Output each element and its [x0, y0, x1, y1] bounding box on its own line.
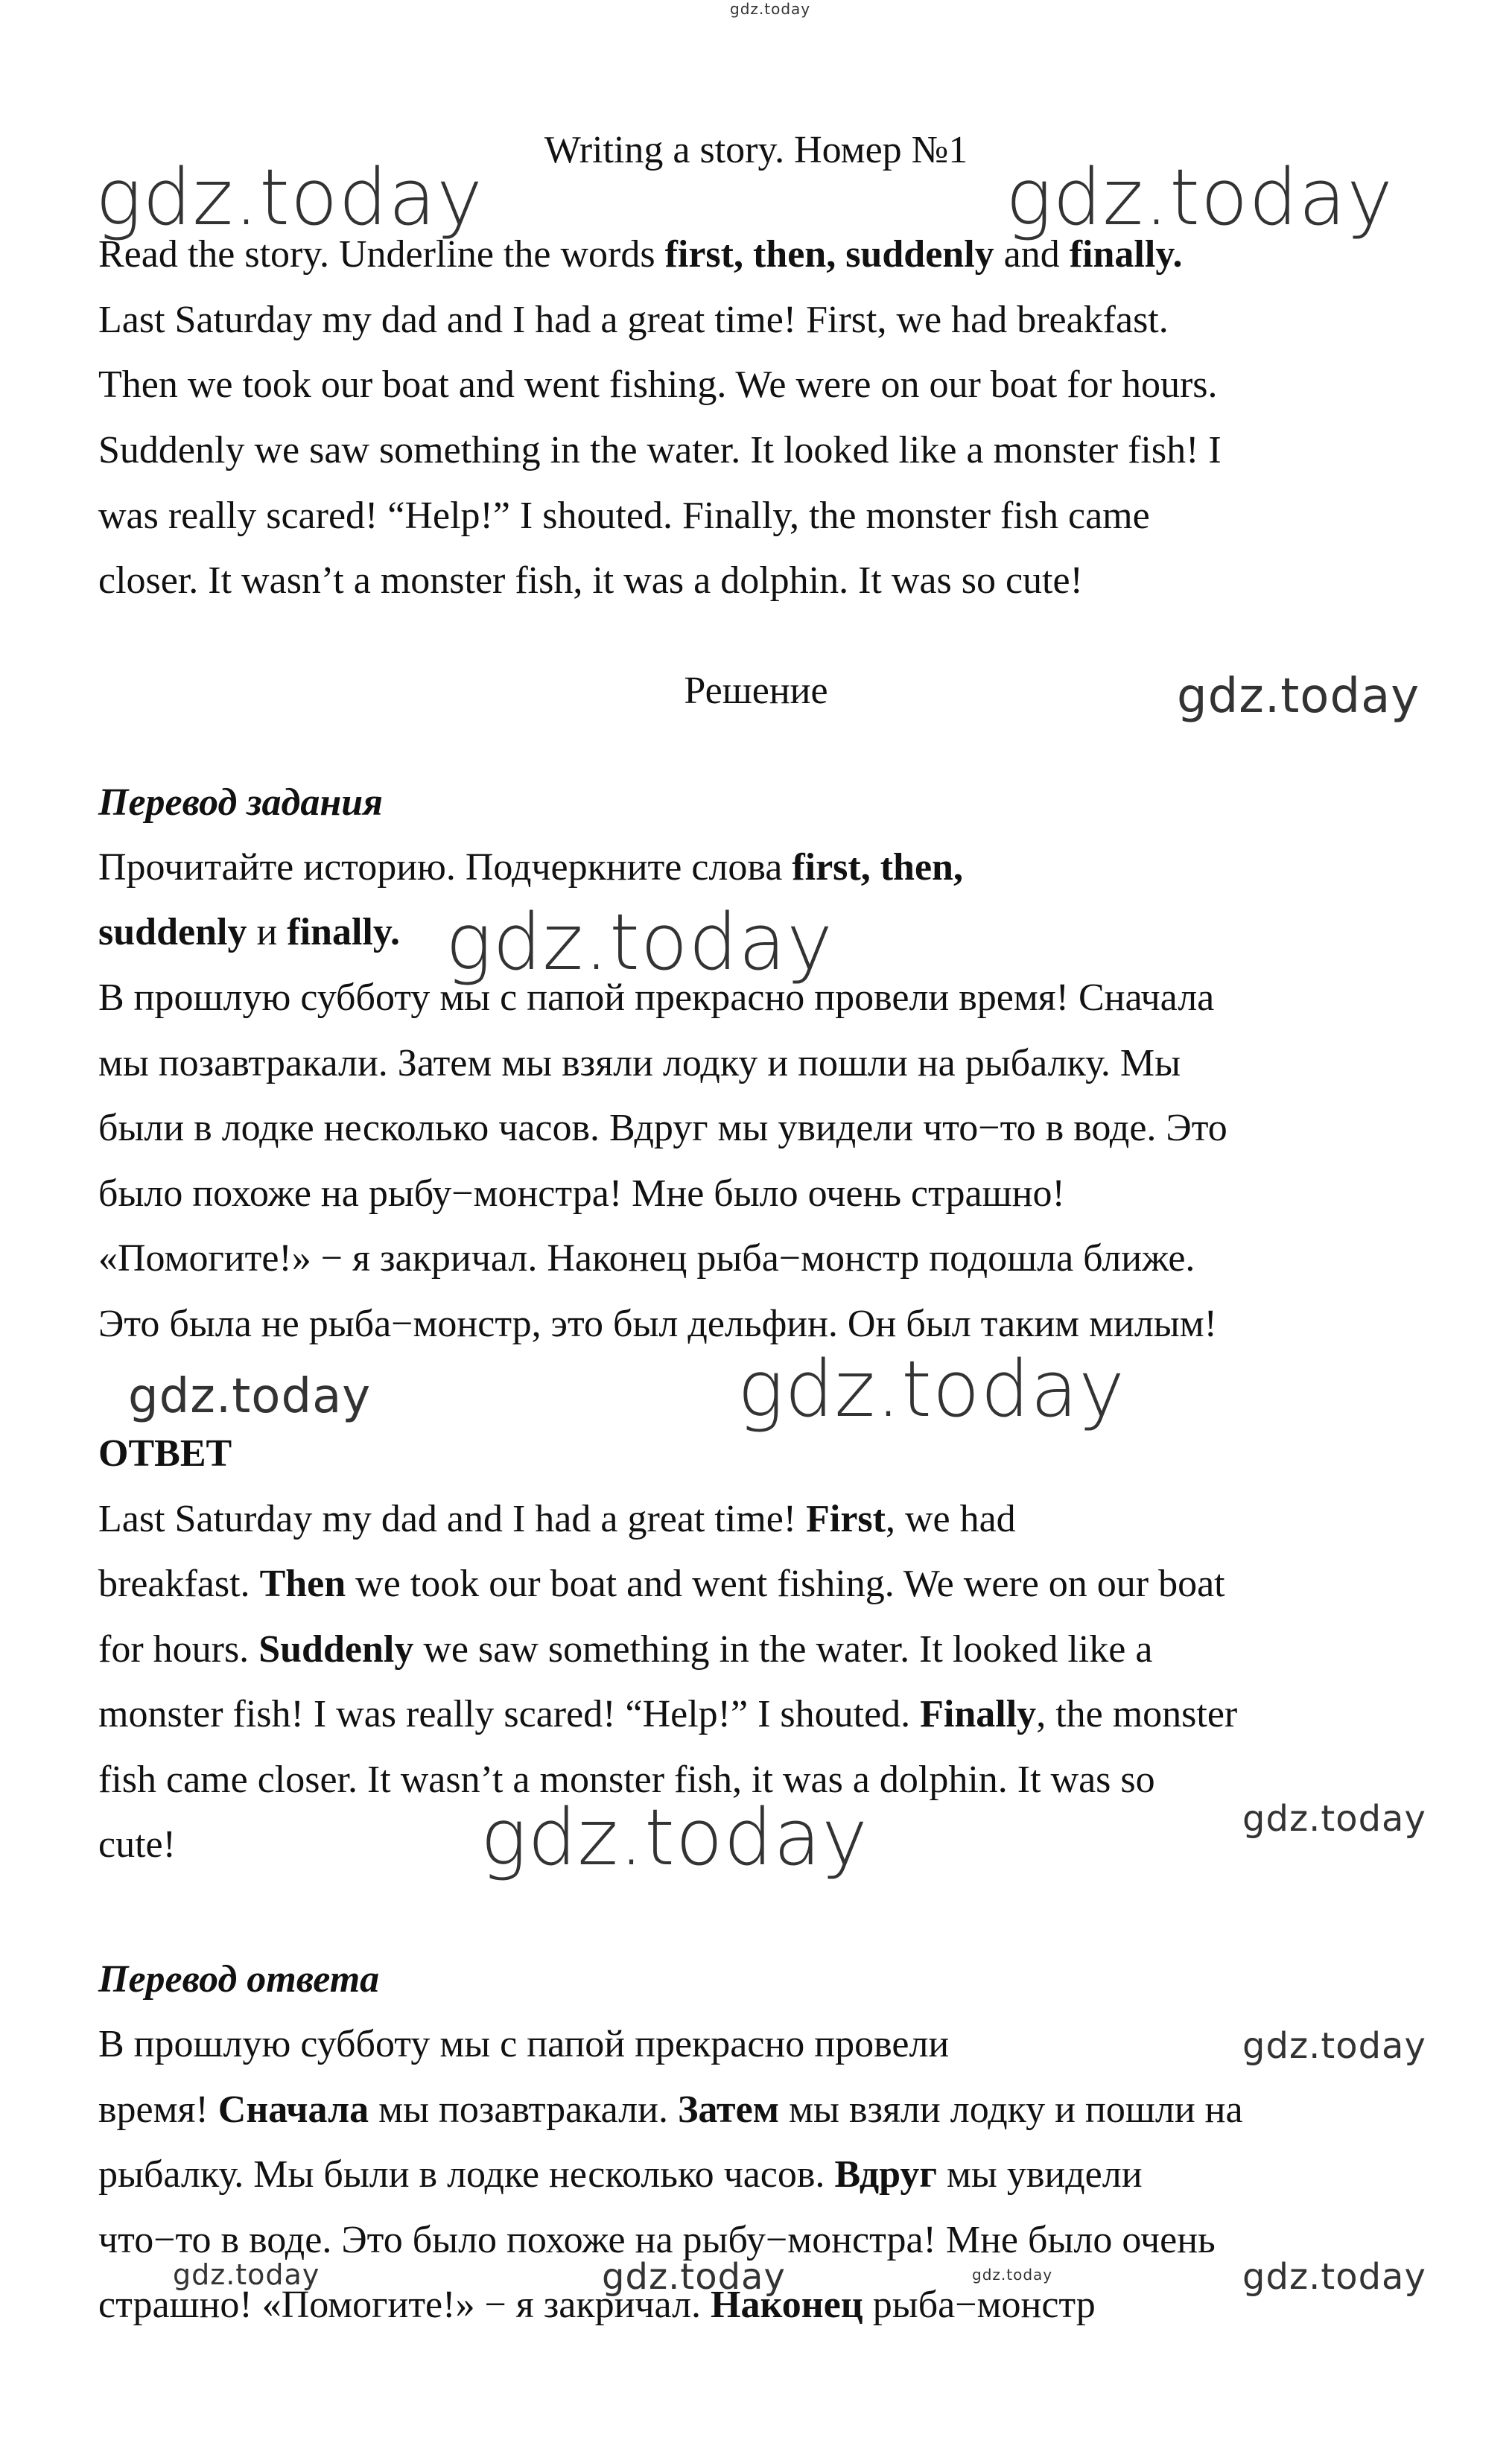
translation-task-line	[98, 976, 1214, 1020]
bold-text-run: Suddenly	[258, 1628, 414, 1671]
text-run: Then we took our boat and went fishing. We were on our boat for hours.	[98, 363, 1218, 406]
text-run: время!	[98, 2088, 218, 2131]
answer-line	[98, 1627, 1152, 1672]
answer-line	[98, 1562, 1225, 1607]
translation-answer-line	[98, 2283, 1096, 2328]
task-line	[98, 559, 1083, 603]
translation-task-line	[98, 1041, 1181, 1086]
bold-text-run: Затем	[677, 2088, 780, 2131]
page-title: Writing a story. Номер №1	[544, 129, 968, 171]
text-run: closer. It wasn’t a monster fish, it was a dolphin. It was so cute!	[98, 559, 1083, 602]
text-run: for hours.	[98, 1628, 259, 1671]
watermark: gdz.today	[1006, 152, 1394, 243]
bold-text-run: Вдруг	[834, 2153, 937, 2196]
text-run: мы взяли лодку и пошли на	[779, 2088, 1243, 2131]
text-run: , the monster	[1036, 1693, 1238, 1735]
watermark: gdz.today	[737, 1344, 1125, 1435]
bold-text-run: first, then, suddenly	[664, 233, 994, 276]
watermark: gdz.today	[1242, 1798, 1426, 1840]
watermark: gdz.today	[1177, 669, 1420, 724]
text-run: Last Saturday my dad and I had a great time!	[98, 1498, 807, 1540]
text-run: рыбалку. Мы были в лодке несколько часов.	[98, 2153, 835, 2196]
text-run: , we had	[885, 1498, 1016, 1540]
text-run: we saw something in the water. It looked like a	[413, 1628, 1153, 1671]
text-run: мы позавтракали. Затем мы взяли лодку и пошли на рыбалку. Мы	[98, 1042, 1181, 1084]
text-run: we took our boat and went fishing. We were on our boat	[346, 1563, 1225, 1605]
translation-task-line	[98, 1106, 1227, 1151]
solution-label: Решение	[684, 670, 828, 712]
task-line	[98, 494, 1150, 539]
translation-task-line	[98, 1236, 1195, 1281]
translation-answer-line	[98, 2218, 1216, 2263]
answer-line	[98, 1823, 176, 1867]
text-run: мы позавтракали.	[369, 2088, 678, 2131]
answer-heading: ОТВЕТ	[98, 1432, 232, 1475]
translation-answer-line	[98, 2088, 1243, 2132]
bold-text-run: Finally	[920, 1693, 1037, 1735]
text-run: and	[994, 233, 1070, 276]
answer-line	[98, 1692, 1237, 1737]
answer-line	[98, 1758, 1155, 1802]
text-run: cute!	[98, 1823, 176, 1866]
text-run: что−то в воде. Это было похоже на рыбу−монстра! Мне было очень	[98, 2219, 1216, 2261]
translation-task-line	[98, 910, 400, 955]
task-line	[98, 298, 1169, 343]
watermark: gdz.today	[1242, 2025, 1426, 2067]
watermark: gdz.today	[173, 2258, 320, 2291]
bold-text-run: finally.	[1069, 233, 1183, 276]
text-run: Read the story. Underline the words	[98, 233, 665, 276]
text-run: страшно! «Помогите!» − я закричал.	[98, 2284, 711, 2326]
text-run: и	[247, 911, 288, 953]
text-run: было похоже на рыбу−монстра! Мне было очень страшно!	[98, 1172, 1065, 1215]
text-run: was really scared! “Help!” I shouted. Finally, the monster fish came	[98, 495, 1150, 537]
text-run: Suddenly we saw something in the water. It looked like a monster fish! I	[98, 429, 1222, 471]
bold-text-run: First	[806, 1498, 886, 1540]
task-line	[98, 232, 1182, 277]
answer-line	[98, 1497, 1016, 1542]
text-run: «Помогите!» − я закричал. Наконец рыба−монстр подошла ближе.	[98, 1237, 1195, 1280]
translation-answer-line	[98, 2022, 949, 2067]
translation-answer-heading: Перевод ответа	[98, 1958, 380, 2001]
text-run: monster fish! I was really scared! “Help!” I shouted.	[98, 1693, 921, 1735]
watermark: gdz.today	[445, 897, 833, 988]
bold-text-run: finally.	[287, 911, 400, 953]
translation-task-line	[98, 1172, 1065, 1216]
watermark: gdz.today	[95, 152, 483, 243]
text-run: Last Saturday my dad and I had a great time! First, we had breakfast.	[98, 299, 1169, 341]
text-run: Прочитайте историю. Подчеркните слова	[98, 846, 792, 889]
text-run: были в лодке несколько часов. Вдруг мы увидели что−то в воде. Это	[98, 1107, 1227, 1149]
text-run: breakfast.	[98, 1563, 260, 1605]
text-run: В прошлую субботу мы с папой прекрасно провели время! Сначала	[98, 976, 1215, 1019]
text-run: fish came closer. It wasn’t a monster fish, it was a dolphin. It was so	[98, 1759, 1155, 1801]
task-line	[98, 428, 1222, 473]
watermark: gdz.today	[480, 1792, 868, 1883]
text-run: В прошлую субботу мы с папой прекрасно провели	[98, 2023, 950, 2065]
watermark: gdz.today	[730, 0, 811, 18]
task-line	[98, 363, 1218, 407]
translation-task-heading: Перевод задания	[98, 781, 383, 824]
translation-answer-line	[98, 2153, 1143, 2197]
text-run: рыба−монстр	[863, 2284, 1096, 2326]
translation-task-line	[98, 1302, 1217, 1347]
watermark: gdz.today	[972, 2266, 1053, 2284]
bold-text-run: Наконец	[711, 2284, 863, 2326]
watermark: gdz.today	[602, 2256, 786, 2298]
text-run: Это была не рыба−монстр, это был дельфин. Он был таким милым!	[98, 1303, 1217, 1345]
bold-text-run: Then	[259, 1563, 346, 1605]
watermark: gdz.today	[1242, 2256, 1426, 2298]
bold-text-run: Сначала	[217, 2088, 369, 2131]
translation-task-line	[98, 845, 963, 890]
text-run: мы увидели	[936, 2153, 1143, 2196]
watermark: gdz.today	[128, 1369, 372, 1424]
bold-text-run: first, then,	[792, 846, 963, 889]
bold-text-run: suddenly	[98, 911, 247, 953]
